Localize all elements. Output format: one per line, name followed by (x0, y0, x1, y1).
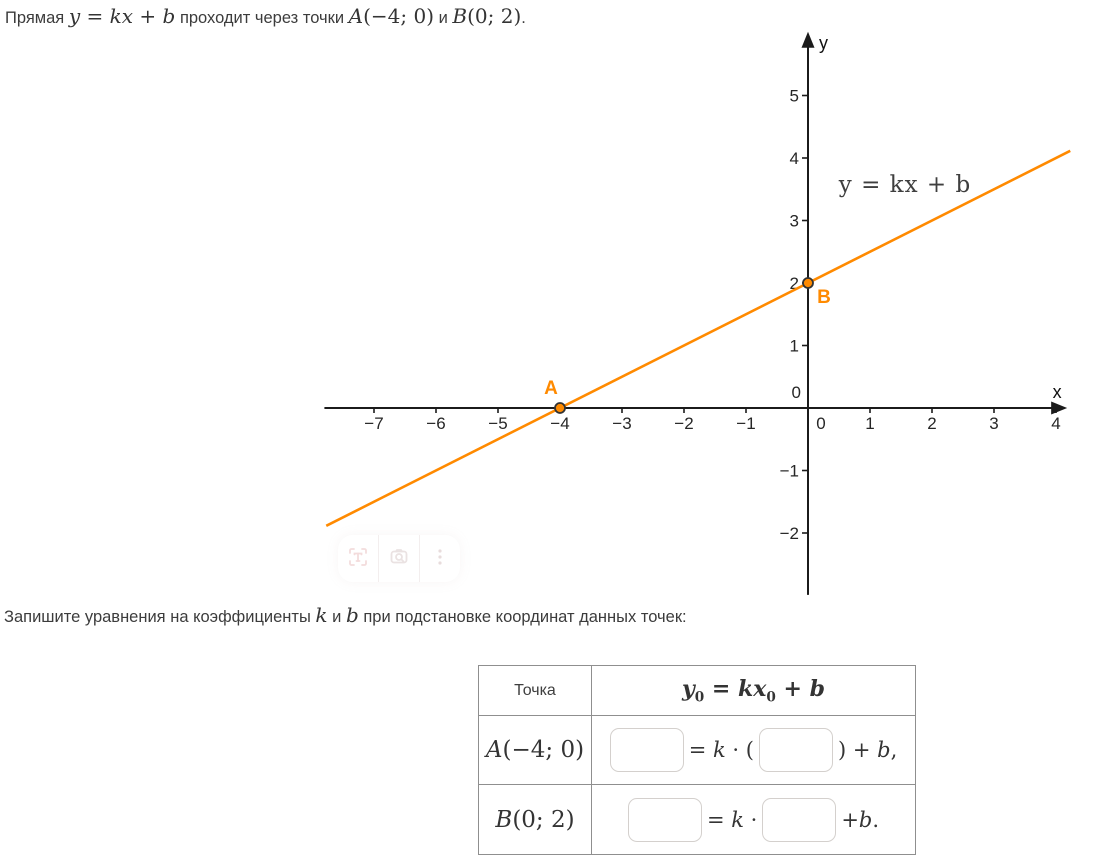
x-tick-label-0: 0 (816, 414, 826, 433)
statement-end: B(0; 2). (452, 4, 526, 28)
table-row-point-a (479, 716, 916, 785)
point-label-B: B (817, 287, 831, 308)
column-header-formula: $y_0 = kx_0 + b$ (592, 666, 916, 716)
y-tick-label: 2 (789, 274, 799, 293)
row-b-eq-end: +b. (841, 807, 880, 832)
input-a-x0[interactable] (759, 728, 833, 772)
x-axis-label: x (1052, 382, 1062, 402)
formula-y-kx-b: y = kx + b (68, 4, 176, 28)
row-a-label-cell (479, 716, 592, 785)
row-a-eq-middle: = k · ( (688, 738, 754, 762)
x-tick-label: −6 (426, 414, 446, 433)
x-tick-label: −7 (364, 414, 384, 433)
statement-text: проходит через точки (179, 9, 345, 27)
point-A (555, 403, 565, 413)
x-tick-label: −1 (736, 414, 756, 433)
x-axis-arrow (1051, 402, 1067, 415)
more-options-button[interactable] (419, 535, 460, 582)
column-header-point: Точка (479, 666, 592, 716)
y-tick-label: −2 (779, 524, 799, 543)
instruction-part: при подстановке координат данных точек: (363, 608, 687, 626)
y-tick-label: −1 (779, 461, 799, 481)
x-tick-label: −5 (488, 414, 508, 433)
x-tick-label: 2 (927, 414, 937, 433)
x-tick-label: 3 (989, 414, 999, 433)
x-tick-label: −2 (674, 414, 694, 433)
y-axis-arrow (802, 32, 815, 48)
input-a-y0[interactable] (610, 728, 684, 772)
y-tick-label: 1 (789, 336, 799, 356)
point-b-coords: B(0; 2) (452, 4, 522, 28)
graph-equation-label: y = kx + b (838, 172, 972, 198)
row-a-label: A(−4; 0) (485, 737, 585, 763)
y-tick-label: 4 (789, 149, 799, 168)
point-label-A: A (544, 378, 558, 399)
row-a-eq-end: ) + b, (837, 738, 898, 762)
y-tick-label-0: 0 (791, 383, 801, 402)
instruction-part: Запишите уравнения на коэффициенты (4, 608, 311, 626)
y-axis-label: y (819, 32, 828, 53)
image-tools-overlay (338, 535, 460, 582)
x-tick-label: 1 (865, 414, 875, 433)
x-tick-label: 4 (1051, 414, 1061, 433)
row-b-label: B(0; 2) (495, 806, 575, 833)
y-tick-label: 5 (789, 86, 799, 106)
instruction-conjunction: и (332, 608, 342, 626)
table-header-row (479, 666, 916, 716)
input-b-y0[interactable] (628, 798, 702, 842)
equations-table (478, 665, 916, 855)
x-tick-label: −3 (612, 414, 632, 433)
statement-text: Прямая (5, 9, 65, 27)
row-b-label-cell (479, 785, 592, 855)
row-b-eq-middle: = k · (706, 807, 758, 832)
table-row-point-b (479, 785, 916, 855)
function-line (326, 151, 1070, 526)
coefficient-k: k (315, 603, 328, 627)
statement-conjunction: и (438, 9, 448, 27)
image-search-button[interactable] (378, 535, 419, 582)
coefficient-b: b (345, 603, 359, 627)
input-b-x0[interactable] (762, 798, 836, 842)
point-a-coords: A(−4; 0) (348, 4, 435, 28)
y-tick-label: 3 (789, 211, 799, 231)
text-capture-icon (346, 545, 370, 572)
text-capture-button[interactable] (338, 535, 378, 582)
row-b-equation-cell (592, 785, 916, 855)
x-tick-label: −4 (550, 414, 570, 433)
row-a-equation-cell (592, 716, 916, 785)
image-search-icon (387, 545, 411, 572)
more-dots-icon (428, 545, 452, 572)
point-B (803, 278, 813, 288)
instruction-text (4, 603, 687, 627)
